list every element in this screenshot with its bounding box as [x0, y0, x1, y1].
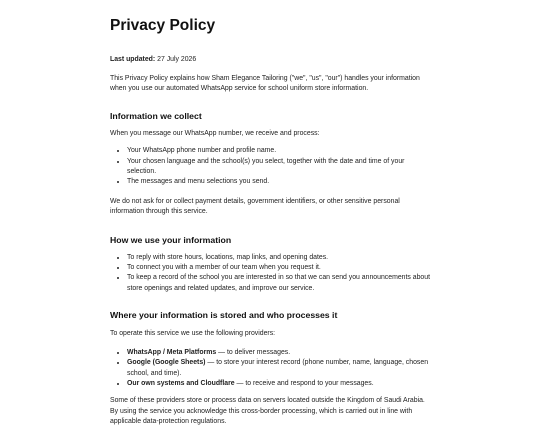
policy-content [110, 14, 432, 428]
storage-note: Some of these providers store or process data on servers located outside the Kingdom of Saudi Arabia. By using the service you acknowledge this cross-border processing, which is carried out in line with applicable data-protection regulations. [110, 397, 425, 426]
section-heading-storage: Where your information is stored and who processes it [110, 310, 338, 321]
provider-item [127, 348, 432, 358]
collect-note: We do not ask for or collect payment details, government identifiers, or other sensitive personal information through this service. [110, 197, 400, 216]
section-heading-collect: Information we collect [110, 110, 202, 121]
last-updated-label: Last updated: [110, 56, 156, 63]
provider-desc: — to receive and respond to your messages. [234, 379, 374, 387]
provider-item [127, 358, 432, 379]
provider-desc: — to deliver messages. [216, 348, 291, 356]
list-item: • To keep a record of the school you are interested in so that we can send you announcements about store openings and related updates, and improve our service. [127, 273, 432, 294]
use-list [110, 253, 432, 295]
last-updated-date: 27 July 2026 [157, 56, 197, 63]
list-item: • To connect you with a member of our team when you request it. [127, 263, 432, 273]
providers-list [110, 348, 432, 390]
collect-lead: When you message our WhatsApp number, we receive and process: [110, 129, 320, 137]
provider-desc: — to store your interest record (phone number, name, language, chosen school, and time). [127, 359, 429, 377]
intro-paragraph: This Privacy Policy explains how Sham Elegance Tailoring ("we", "us", "our") handles your information when you use our automated WhatsApp service for school uniform store information. [110, 75, 420, 93]
section-heading-use: How we use your information [110, 234, 232, 245]
provider-name: WhatsApp / Meta Platforms [127, 348, 217, 356]
last-updated [110, 55, 432, 65]
page-title: Privacy Policy [110, 17, 216, 34]
provider-name: Google (Google Sheets) [127, 359, 206, 367]
storage-lead: To operate this service we use the following providers: [110, 330, 276, 338]
collect-list [110, 146, 432, 188]
provider-name: Our own systems and Cloudflare [127, 379, 235, 387]
list-item: • Your WhatsApp phone number and profile name. [127, 146, 432, 156]
provider-item [127, 379, 432, 389]
list-item: • The messages and menu selections you send. [127, 177, 432, 187]
list-item: • To reply with store hours, locations, map links, and opening dates. [127, 253, 432, 263]
list-item: • Your chosen language and the school(s) you select, together with the date and time of your selection. [127, 157, 432, 178]
